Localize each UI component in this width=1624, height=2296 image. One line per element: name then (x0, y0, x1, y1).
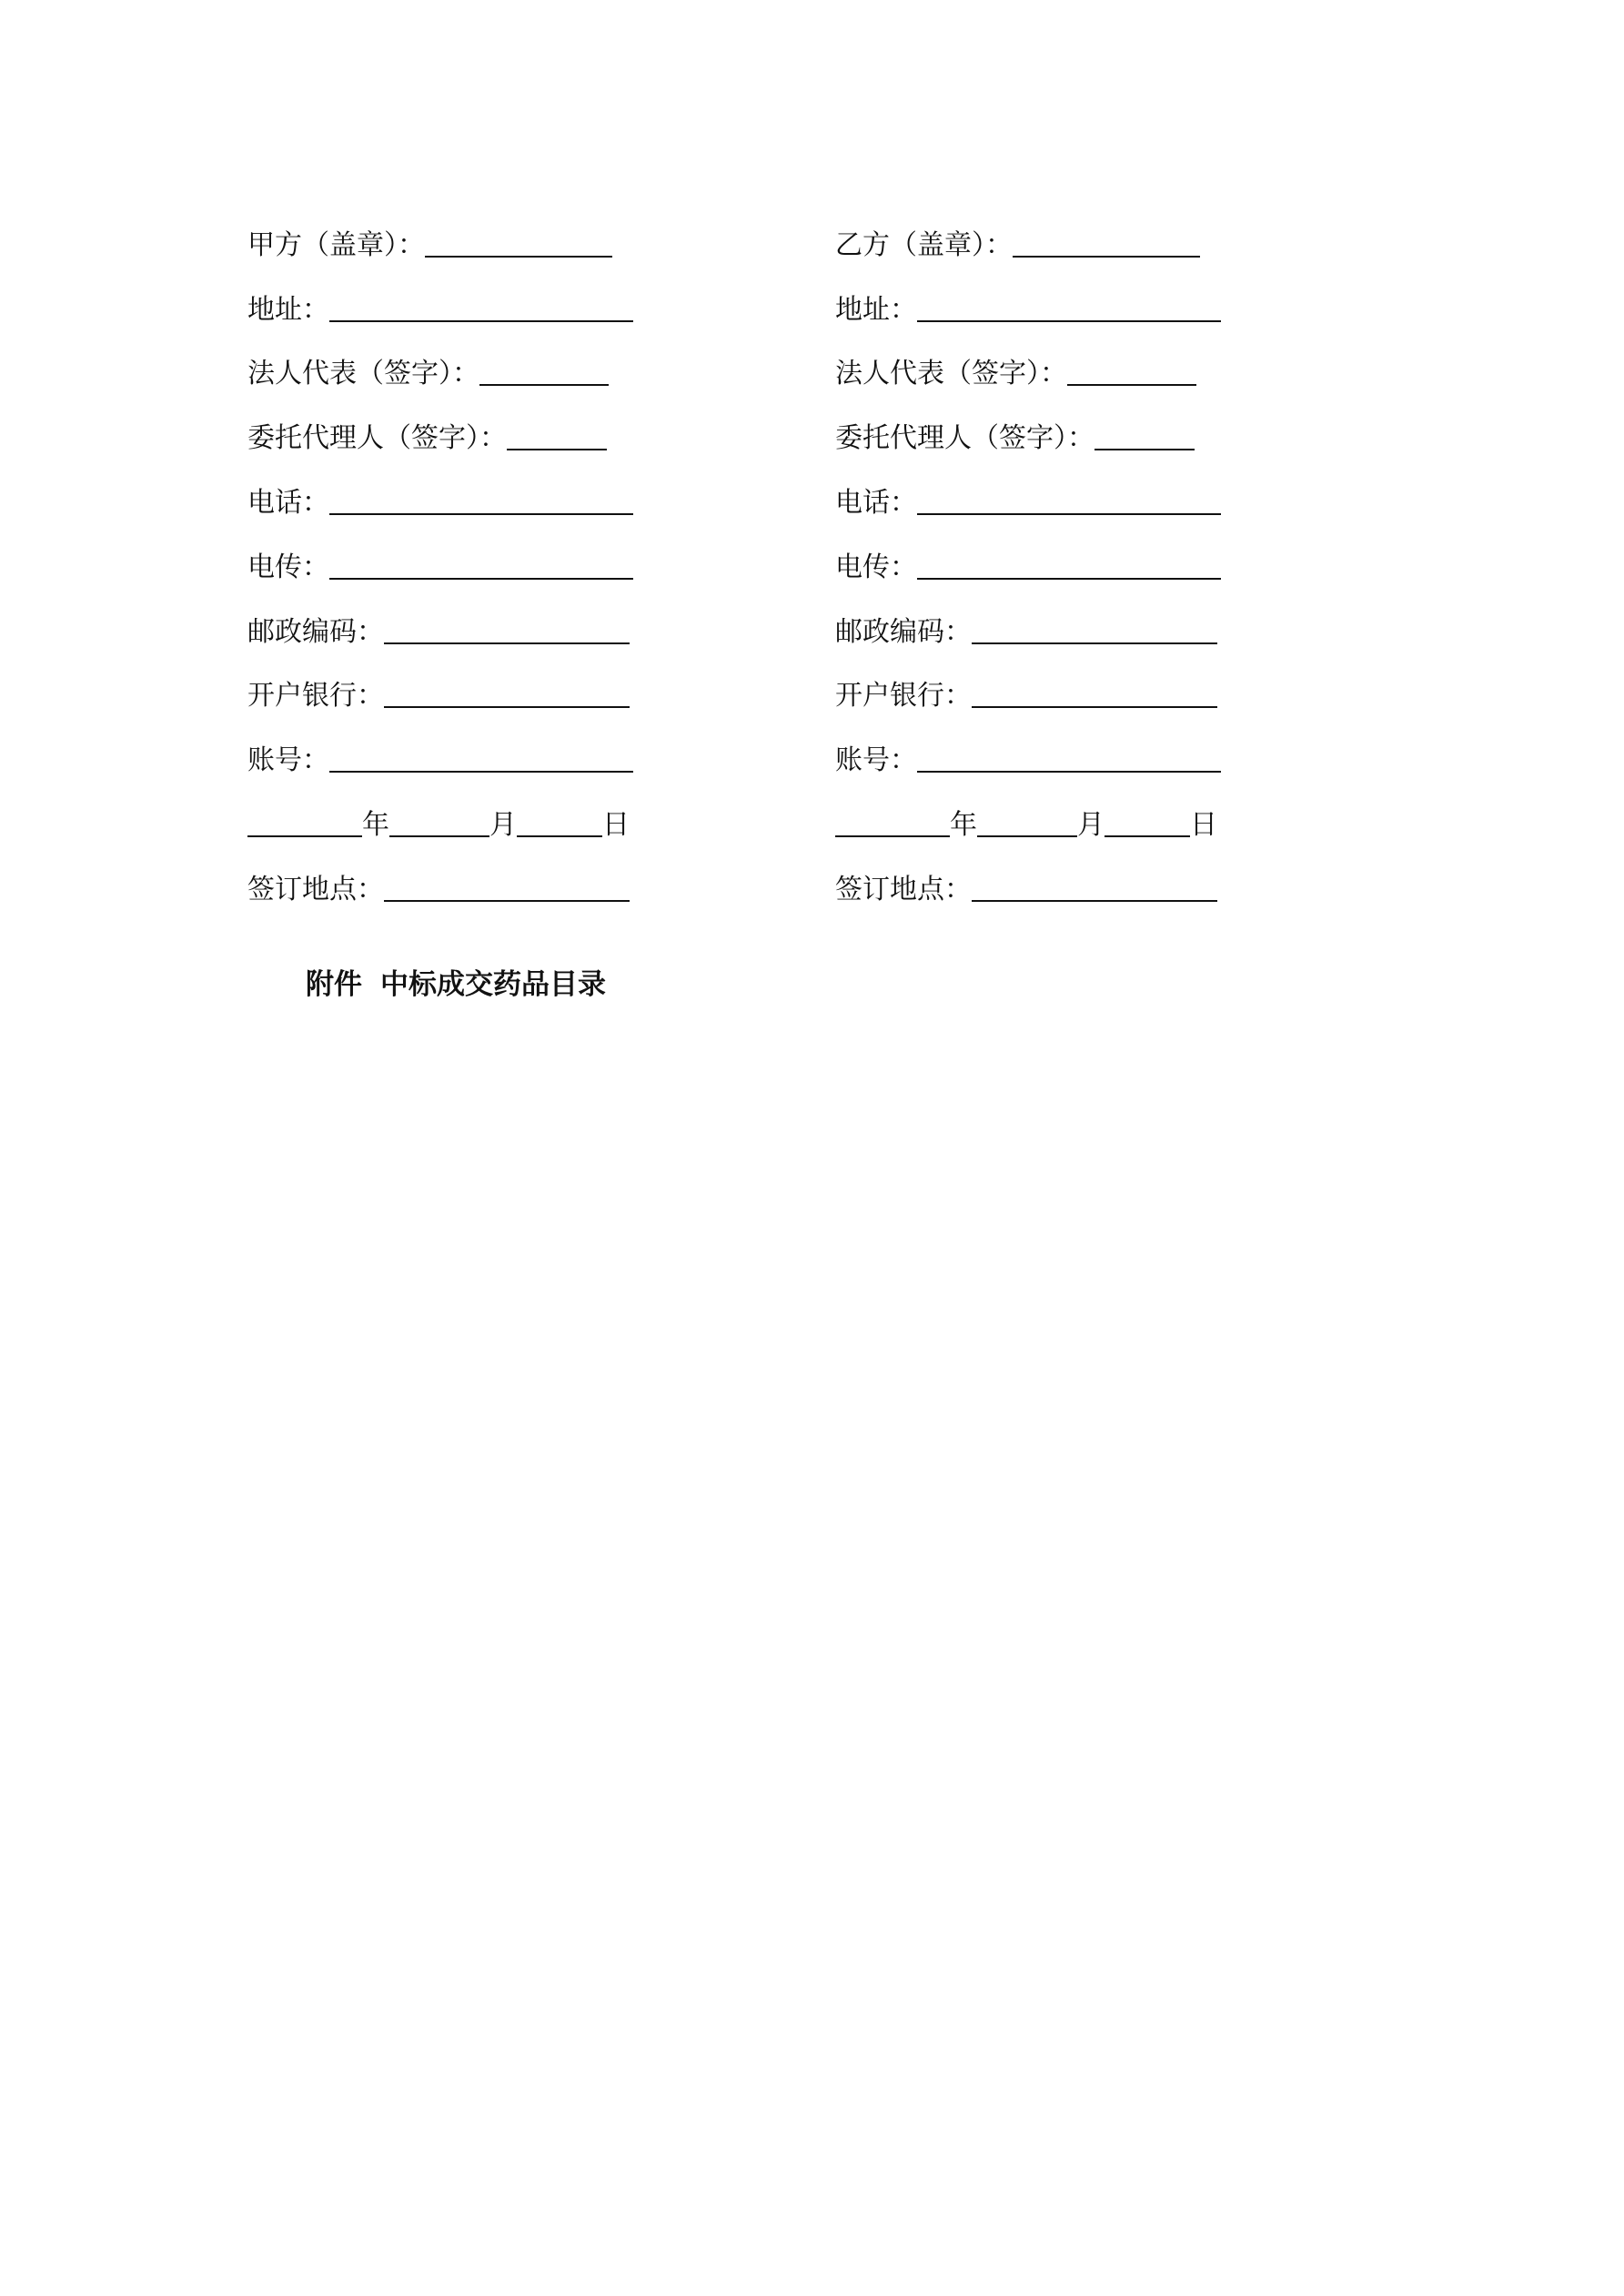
party-b-postal-code-row (835, 585, 1226, 650)
party-b-seal-row (835, 198, 1226, 263)
party-b-bank-blank[interactable] (972, 705, 1217, 708)
party-a-signing-place-row (247, 843, 639, 907)
party-a-account-blank[interactable] (329, 770, 633, 773)
party-a-signing-place-label: 签订地点： (247, 873, 384, 905)
party-a-month-blank[interactable] (389, 834, 489, 837)
party-b-address-blank[interactable] (917, 319, 1221, 322)
party-a-year-label: 年 (362, 808, 389, 841)
party-b-day-label: 日 (1190, 808, 1217, 841)
party-a-postal-code-blank[interactable] (384, 642, 630, 644)
party-a-phone-row (247, 456, 639, 521)
party-a-agent-row (247, 391, 639, 456)
party-a-year-blank[interactable] (247, 834, 362, 837)
party-a-agent-blank[interactable] (507, 448, 607, 450)
party-b-account-row (835, 713, 1226, 778)
party-a-fax-blank[interactable] (329, 577, 633, 580)
party-b-seal-label: 乙方（盖章）： (835, 228, 1013, 261)
party-b-address-row (835, 263, 1226, 328)
party-a-signing-place-blank[interactable] (384, 899, 630, 902)
party-b-postal-code-label: 邮政编码： (835, 615, 972, 648)
party-b-date-row (835, 778, 1226, 843)
party-a-phone-label: 电话： (247, 486, 329, 519)
party-b-month-label: 月 (1077, 808, 1105, 841)
party-a-date-row (247, 778, 639, 843)
party-a-account-label: 账号： (247, 744, 329, 777)
party-a-day-label: 日 (602, 808, 630, 841)
party-a-account-row (247, 713, 639, 778)
party-b-bank-label: 开户银行： (835, 680, 972, 713)
party-b-fax-blank[interactable] (917, 577, 1221, 580)
party-b-phone-blank[interactable] (917, 512, 1221, 515)
party-b-signing-place-label: 签订地点： (835, 873, 972, 905)
party-b-year-blank[interactable] (835, 834, 950, 837)
party-b-address-label: 地址： (835, 293, 917, 326)
party-b-block (835, 198, 1226, 907)
party-a-legal-rep-blank[interactable] (479, 383, 609, 386)
party-b-seal-blank[interactable] (1013, 255, 1200, 258)
party-b-fax-row (835, 521, 1226, 585)
party-a-legal-rep-row (247, 328, 639, 392)
party-a-postal-code-row (247, 585, 639, 650)
party-b-signing-place-blank[interactable] (972, 899, 1217, 902)
party-a-bank-label: 开户银行： (247, 680, 384, 713)
party-a-phone-blank[interactable] (329, 512, 633, 515)
party-b-legal-rep-label: 法人代表（签字）： (835, 358, 1067, 390)
party-b-year-label: 年 (950, 808, 977, 841)
party-b-month-blank[interactable] (977, 834, 1077, 837)
attachment-heading (306, 961, 606, 1002)
party-b-postal-code-blank[interactable] (972, 642, 1217, 644)
attachment-prefix: 附件 (306, 968, 362, 1001)
party-a-address-blank[interactable] (329, 319, 633, 322)
party-b-phone-row (835, 456, 1226, 521)
party-a-agent-label: 委托代理人（签字）： (247, 422, 507, 455)
party-b-phone-label: 电话： (835, 486, 917, 519)
party-a-month-label: 月 (489, 808, 517, 841)
party-b-account-blank[interactable] (917, 770, 1221, 773)
party-a-postal-code-label: 邮政编码： (247, 615, 384, 648)
party-a-fax-row (247, 521, 639, 585)
party-b-agent-label: 委托代理人（签字）： (835, 422, 1094, 455)
party-a-address-label: 地址： (247, 293, 329, 326)
party-b-account-label: 账号： (835, 744, 917, 777)
party-b-legal-rep-row (835, 328, 1226, 392)
party-a-bank-row (247, 650, 639, 714)
party-a-address-row (247, 263, 639, 328)
party-a-day-blank[interactable] (517, 834, 602, 837)
party-b-agent-blank[interactable] (1094, 448, 1195, 450)
attachment-title: 中标成交药品目录 (380, 968, 606, 1001)
party-a-legal-rep-label: 法人代表（签字）： (247, 358, 479, 390)
party-b-day-blank[interactable] (1105, 834, 1190, 837)
party-a-block (247, 198, 639, 907)
party-b-signing-place-row (835, 843, 1226, 907)
party-b-bank-row (835, 650, 1226, 714)
party-a-seal-row (247, 198, 639, 263)
party-a-seal-blank[interactable] (425, 255, 612, 258)
party-b-legal-rep-blank[interactable] (1067, 383, 1196, 386)
party-b-agent-row (835, 391, 1226, 456)
party-a-bank-blank[interactable] (384, 705, 630, 708)
party-a-seal-label: 甲方（盖章）： (247, 228, 425, 261)
party-a-fax-label: 电传： (247, 551, 329, 583)
party-b-fax-label: 电传： (835, 551, 917, 583)
